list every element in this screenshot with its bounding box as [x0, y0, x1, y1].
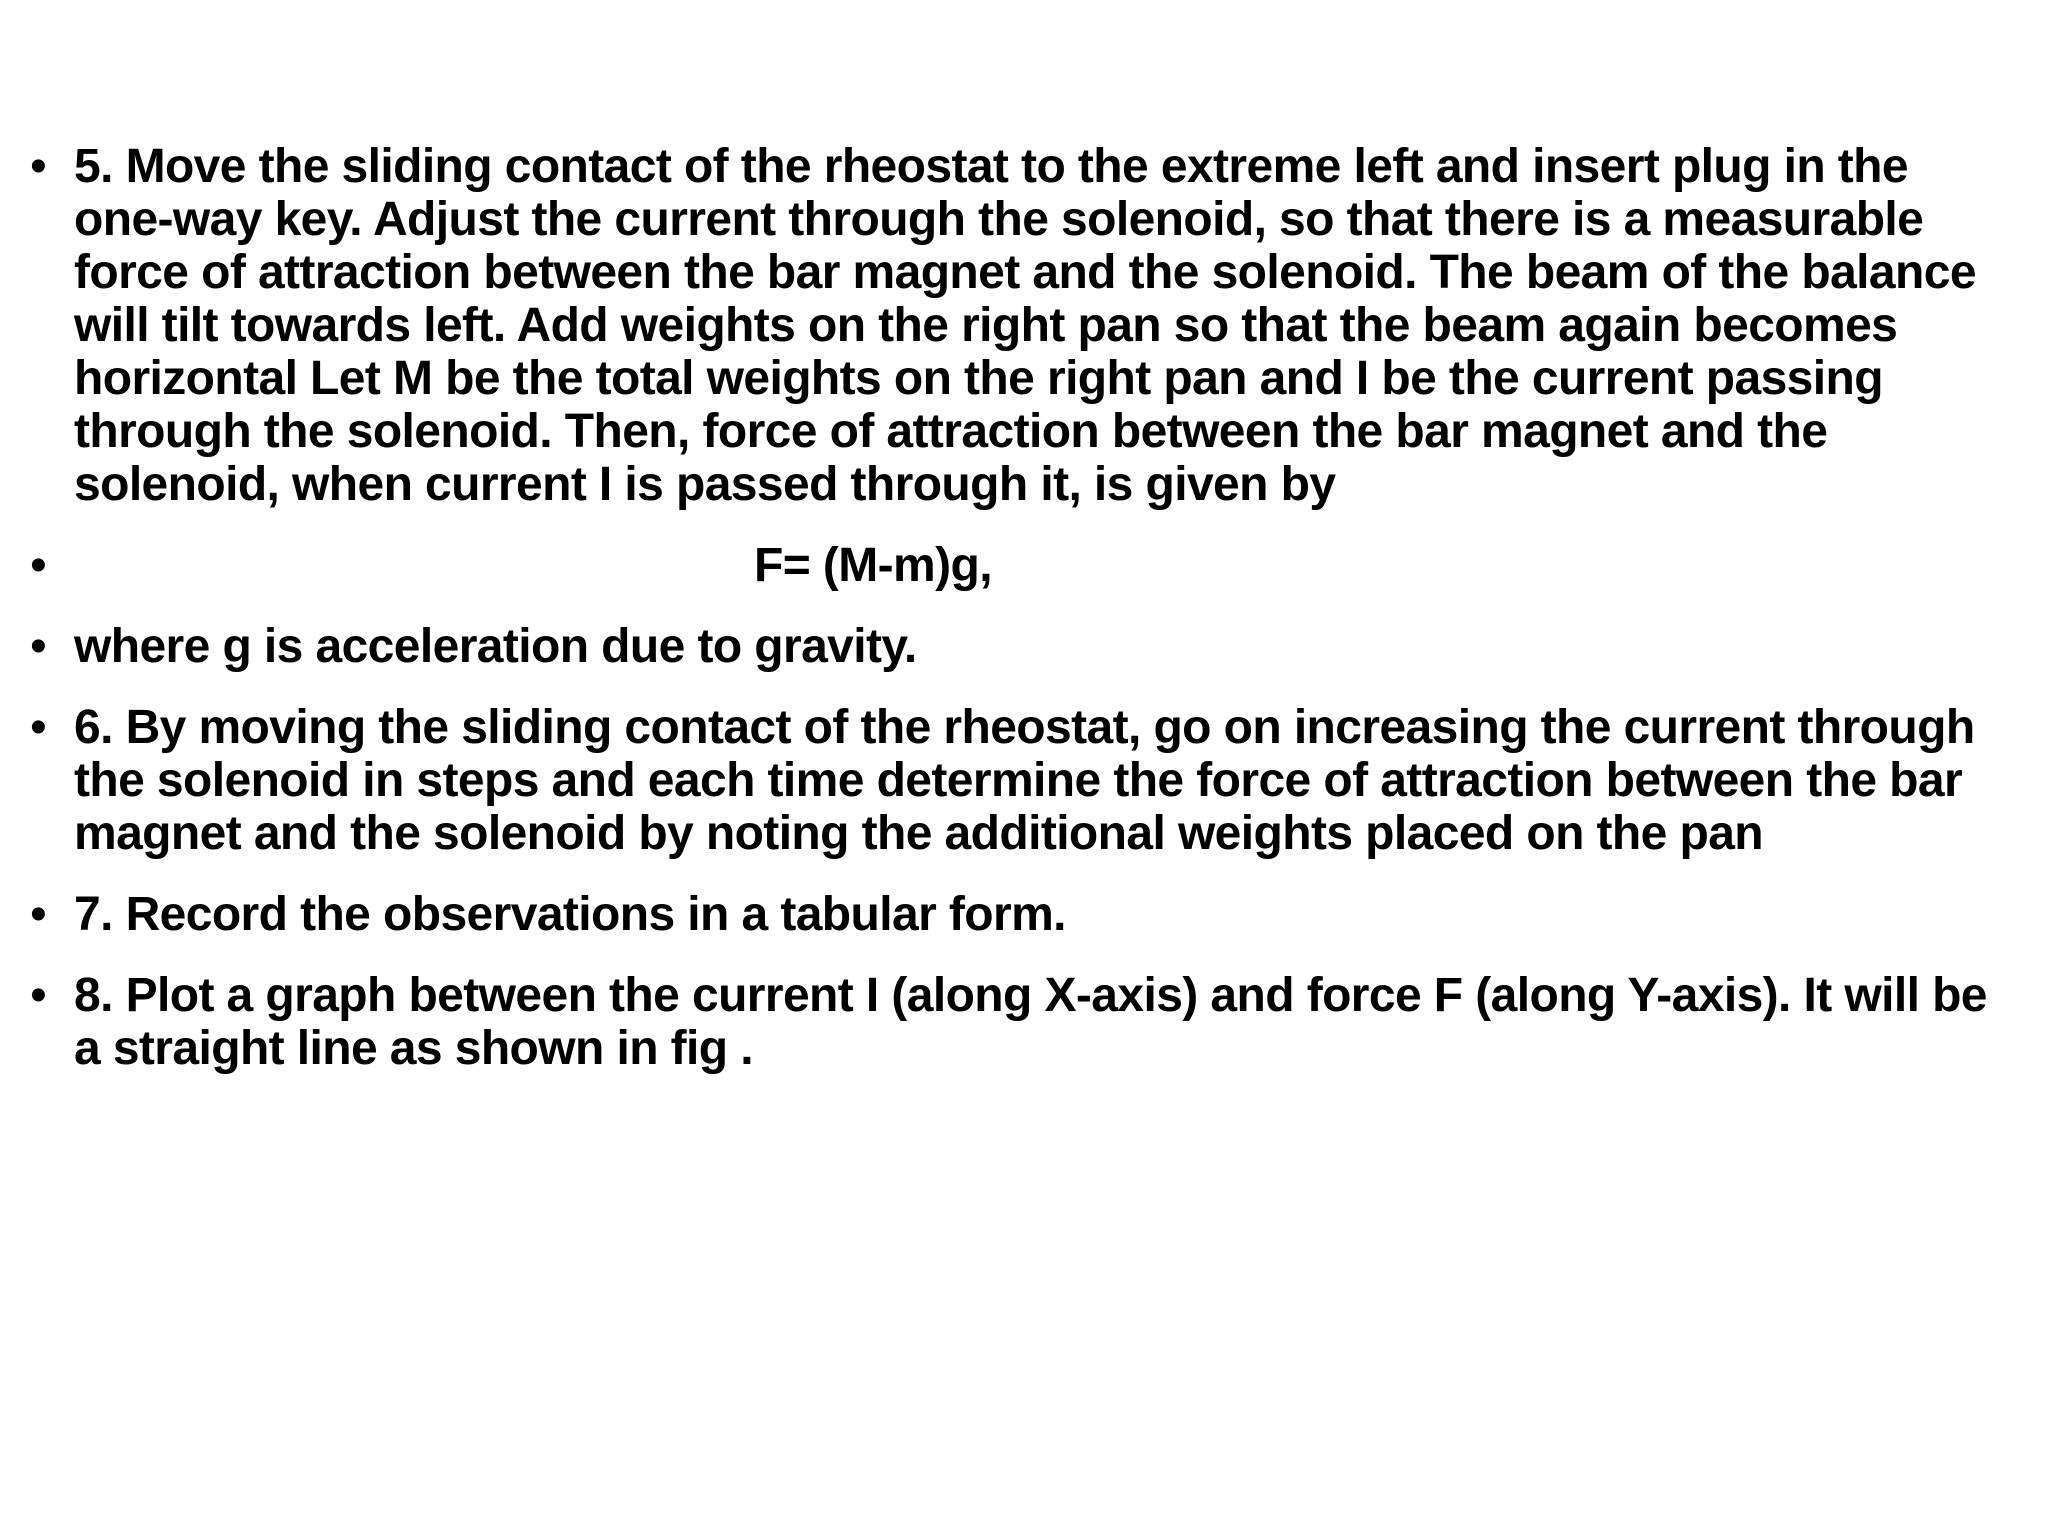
bullet-text: 6. By moving the sliding contact of the rheostat, go on increasing the current through the solenoid in steps and each time determine the force of attraction between the bar magnet and the solenoid by noting the additional weights placed on the pan: [74, 701, 1975, 860]
bullet-item-gravity-note: [30, 620, 2010, 673]
bullet-item-step-6: [30, 701, 2010, 860]
bullet-text: 7. Record the observations in a tabular form.: [74, 888, 1066, 941]
bullet-text: where g is acceleration due to gravity.: [74, 620, 917, 673]
bullet-item-formula: [30, 539, 2010, 592]
bullet-icon: •: [30, 888, 47, 941]
bullet-icon: •: [30, 140, 47, 193]
bullet-item-step-8: [30, 969, 2010, 1075]
bullet-text: 5. Move the sliding contact of the rheostat to the extreme left and insert plug in the one-way key. Adjust the current through the solenoid, so that there is a measurable force of attraction between the bar magnet and the solenoid. The beam of the balance will tilt towards left. Add weights on the right pan so that the beam again becomes horizontal Let M be the total weights on the right pan and I be the current passing through the solenoid. Then, force of attraction between the bar magnet and the solenoid, when current I is passed through it, is given by: [74, 140, 1976, 511]
bullet-icon: •: [30, 539, 47, 592]
bullet-icon: •: [30, 701, 47, 754]
bullet-list: [30, 140, 2010, 1103]
bullet-icon: •: [30, 969, 47, 1022]
bullet-item-step-7: [30, 888, 2010, 941]
formula-text: F= (M-m)g,: [754, 539, 992, 592]
bullet-item-step-5: [30, 140, 2010, 511]
bullet-icon: •: [30, 620, 47, 673]
bullet-text: 8. Plot a graph between the current I (along X-axis) and force F (along Y-axis). It will be a straight line as shown in fig .: [74, 969, 1987, 1075]
